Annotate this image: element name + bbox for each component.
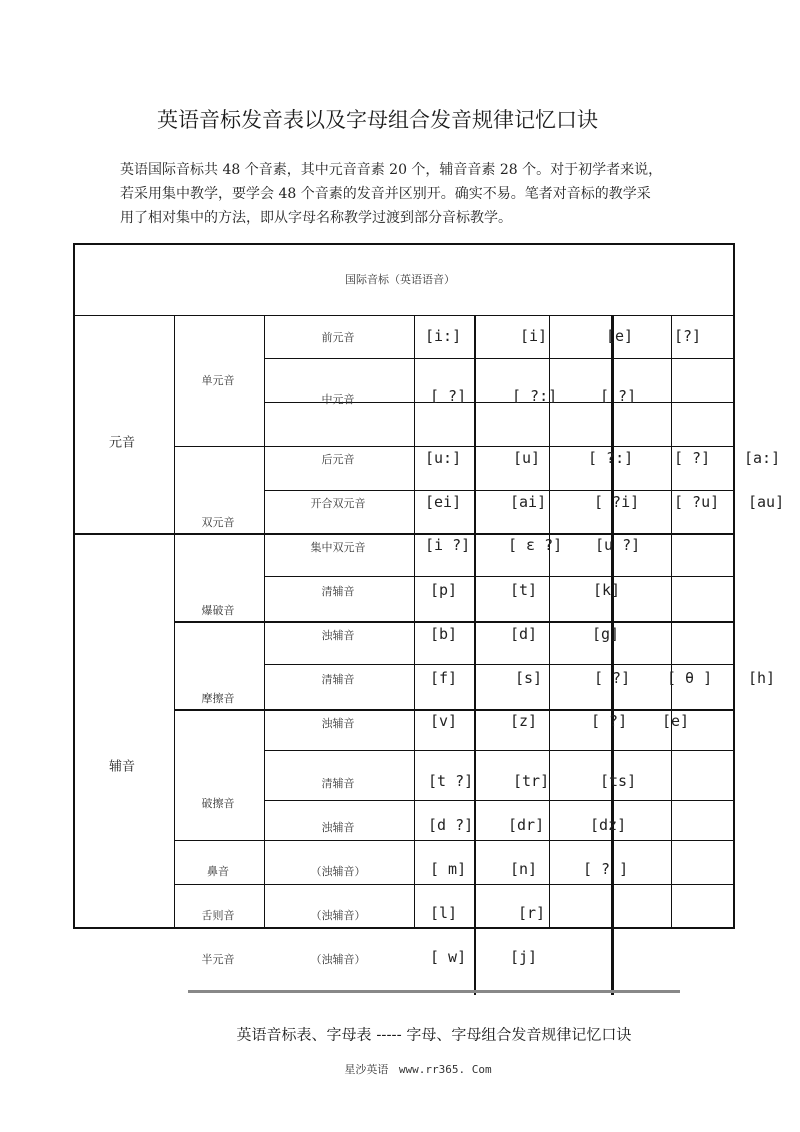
- row-label-open-diph: 开合双元音: [310, 497, 366, 510]
- page-title: 英语音标发音表以及字母组合发音规律记忆口诀: [157, 108, 598, 132]
- row-label-nasal: （浊辅音）: [310, 865, 366, 878]
- symbol: [u ?]: [595, 536, 641, 554]
- row-label-center-diph: 集中双元音: [310, 541, 366, 554]
- site-name: 星沙英语: [344, 1063, 389, 1076]
- row-label-vd-affricate: 浊辅音: [321, 821, 355, 834]
- footer-site: [344, 1061, 491, 1077]
- row-label-vd-plosive: 浊辅音: [321, 629, 355, 642]
- symbol: [ w]: [430, 948, 467, 966]
- row-label-vd-fricative: 浊辅音: [321, 717, 355, 730]
- symbol: [b]: [430, 625, 458, 643]
- symbol: [a:]: [744, 449, 781, 467]
- symbol: [v]: [430, 712, 458, 730]
- symbol: [t ?]: [428, 772, 474, 790]
- symbol: [d]: [510, 625, 538, 643]
- symbol: [ ?:]: [588, 449, 634, 467]
- symbol: [d ?]: [428, 816, 474, 834]
- symbol: [ ?i]: [594, 493, 640, 511]
- symbol: [i ?]: [425, 536, 471, 554]
- symbol: [au]: [748, 493, 785, 511]
- symbol: [s]: [515, 669, 543, 687]
- symbol: [ ?u]: [674, 493, 720, 511]
- symbol: [ ?:]: [512, 387, 558, 405]
- row-label-central: 中元音: [321, 393, 355, 406]
- footer-title: 英语音标表、字母表 ----- 字母、字母组合发音规律记忆口诀: [236, 1025, 632, 1044]
- row-label-lateral: （浊辅音）: [310, 909, 366, 922]
- symbol: [n]: [510, 860, 538, 878]
- row-label-vl-fricative: 清辅音: [321, 673, 355, 686]
- symbol: [u]: [513, 449, 541, 467]
- symbol: [e]: [606, 327, 634, 345]
- symbol: [ ?]: [600, 387, 637, 405]
- group-vowels: 元音: [108, 435, 136, 451]
- symbol: [dz]: [590, 816, 627, 834]
- group-fricatives: 摩擦音: [201, 692, 235, 705]
- symbol: [u:]: [425, 449, 462, 467]
- row-label-front: 前元音: [321, 331, 355, 344]
- row-label-back: 后元音: [321, 453, 355, 466]
- symbol: [ ?]: [594, 669, 631, 687]
- table-header: 国际音标（英语语音）: [345, 273, 455, 286]
- group-affricates: 破擦音: [201, 797, 235, 810]
- row-label-semivowel: （浊辅音）: [310, 953, 366, 966]
- symbol: [ ?]: [430, 387, 467, 405]
- intro-line-3: 用了相对集中的方法，即从字母名称教学过渡到部分音标教学。: [120, 210, 512, 226]
- intro-line-1: 英语国际音标共 48 个音素，其中元音音素 20 个，辅音音素 28 个。对于初学者来说，: [120, 162, 663, 178]
- symbol: [ai]: [510, 493, 547, 511]
- symbol: [ θ ]: [667, 669, 713, 687]
- symbol: [e]: [662, 712, 690, 730]
- symbol: [z]: [510, 712, 538, 730]
- symbol: [j]: [510, 948, 538, 966]
- site-link[interactable]: www.rr365. Com: [398, 1063, 492, 1076]
- symbol: [g]: [592, 625, 620, 643]
- symbol: [l]: [430, 904, 458, 922]
- symbol: [tr]: [513, 772, 550, 790]
- symbol: [ ?]: [674, 449, 711, 467]
- symbol: [dr]: [508, 816, 545, 834]
- symbol: [ei]: [425, 493, 462, 511]
- group-nasals: 鼻音: [207, 865, 229, 878]
- symbol: [i]: [520, 327, 548, 345]
- symbol: [ ε ?]: [508, 536, 563, 554]
- row-label-vl-affricate: 清辅音: [321, 777, 355, 790]
- group-consonants: 辅音: [108, 759, 136, 775]
- symbol: [r]: [518, 904, 546, 922]
- symbol: [ m]: [430, 860, 467, 878]
- symbol: [ ?]: [591, 712, 628, 730]
- symbol: [?]: [674, 327, 702, 345]
- group-lateral: 舌则音: [201, 909, 235, 922]
- symbol: [p]: [430, 581, 458, 599]
- symbol: [ts]: [600, 772, 637, 790]
- group-plosives: 爆破音: [201, 604, 235, 617]
- symbol: [ ? ]: [583, 860, 629, 878]
- group-diphthongs: 双元音: [201, 516, 235, 529]
- group-monophthongs: 单元音: [201, 374, 235, 387]
- symbol: [t]: [510, 581, 538, 599]
- symbol: [f]: [430, 669, 458, 687]
- symbol: [i:]: [425, 327, 462, 345]
- symbol: [k]: [593, 581, 621, 599]
- symbol: [h]: [748, 669, 776, 687]
- group-semivowels: 半元音: [201, 953, 235, 966]
- intro-line-2: 若采用集中教学，要学会 48 个音素的发音并区别开。确实不易。笔者对音标的教学采: [120, 186, 651, 202]
- row-label-vl-plosive: 清辅音: [321, 585, 355, 598]
- footer-divider: [188, 990, 680, 993]
